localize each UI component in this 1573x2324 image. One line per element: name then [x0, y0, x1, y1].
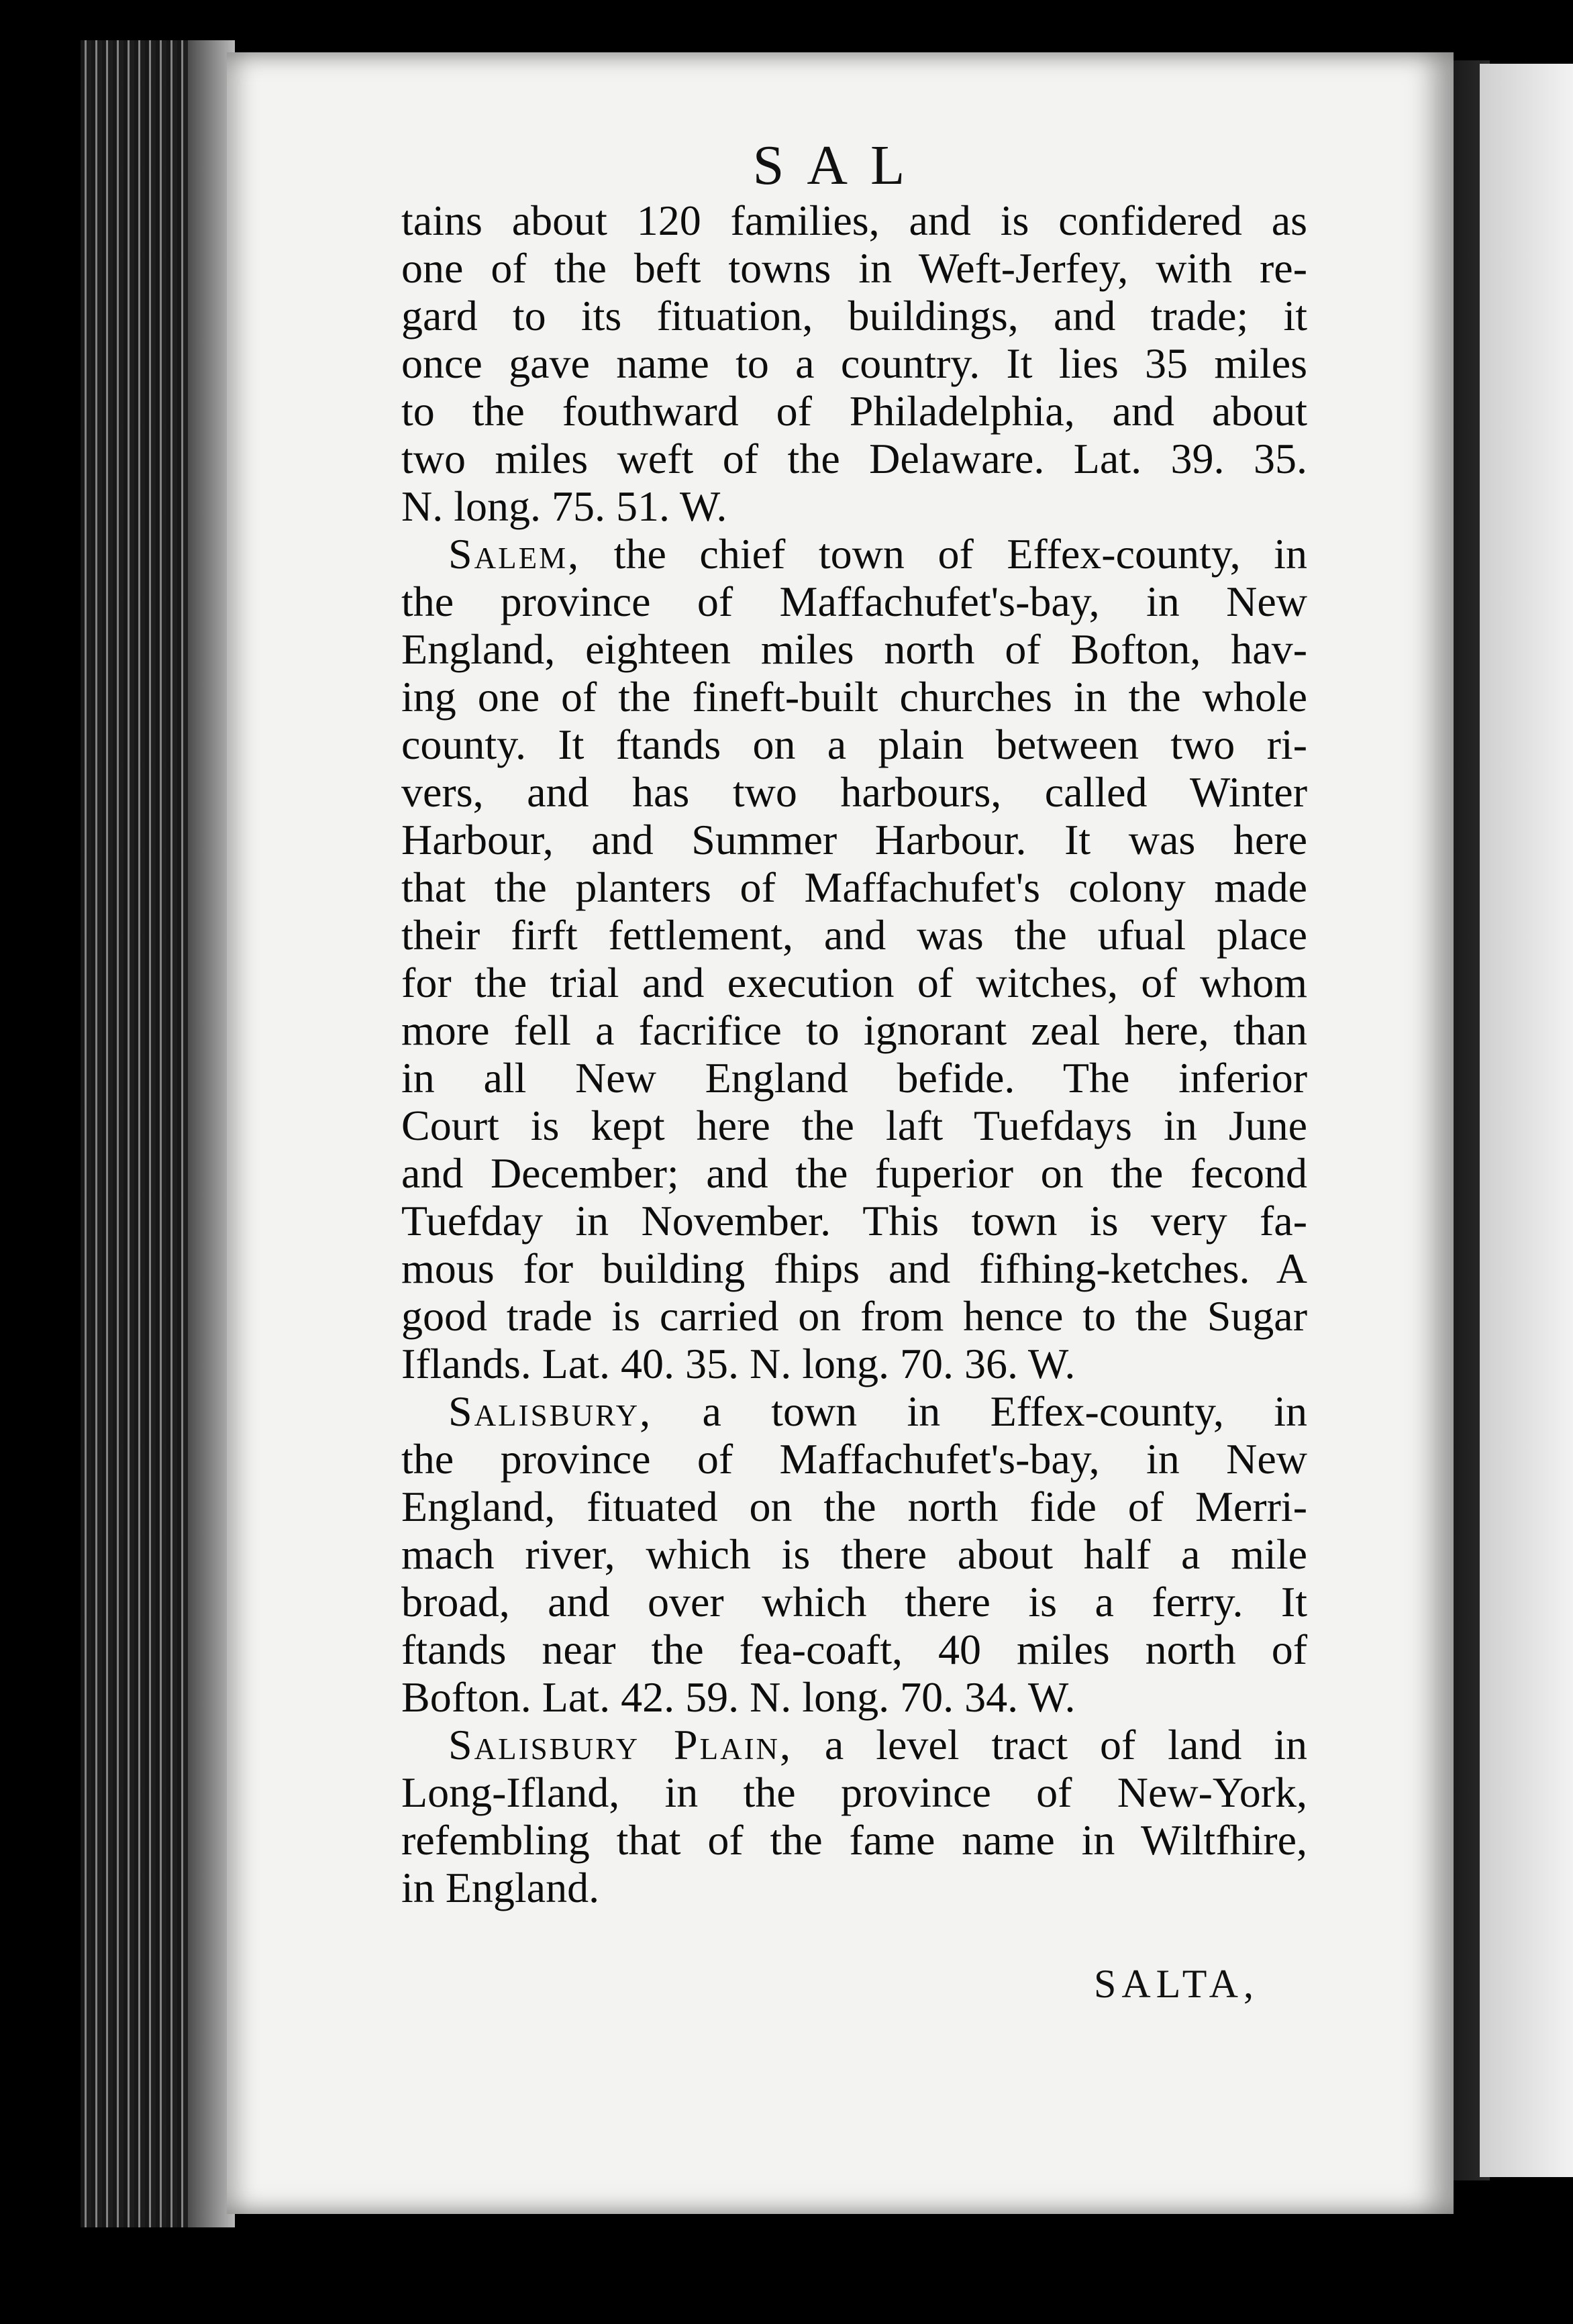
text-line: the province of Maffachufet's-bay, in New [401, 1435, 1307, 1483]
entry-headword: Salisbury Plain, [448, 1721, 793, 1768]
text-line: a town in Effex-county, in [652, 1387, 1307, 1435]
text-line: ftands near the fea-coaft, 40 miles north of [401, 1626, 1307, 1673]
page-edges [81, 40, 235, 2227]
text-line: mous for building fhips and fifhing-ketches. A [401, 1245, 1307, 1292]
text-line: their firft fettlement, and was the ufual place [401, 911, 1307, 959]
text-line: to the fouthward of Philadelphia, and about [401, 387, 1307, 435]
text-line: that the planters of Maffachufet's colony made [401, 863, 1307, 911]
text-line: Court is kept here the laft Tuefdays in June [401, 1102, 1307, 1149]
catchword: SALTA, [1093, 1962, 1259, 2006]
text-line: vers, and has two harbours, called Winter [401, 768, 1307, 816]
text-line: county. It ftands on a plain between two ri- [401, 721, 1307, 768]
text-line: two miles weft of the Delaware. Lat. 39. 35. [401, 435, 1307, 482]
entry-salem [401, 530, 1307, 1387]
text-line: a level tract of land in [793, 1721, 1307, 1768]
text-line: good trade is carried on from hence to the Sugar [401, 1292, 1307, 1340]
text-line: and December; and the fuperior on the fecond [401, 1149, 1307, 1197]
text-line: mach river, which is there about half a mile [401, 1530, 1307, 1578]
text-line: ing one of the fineft-built churches in the whole [401, 673, 1307, 721]
entry-headword: Salisbury, [448, 1387, 653, 1435]
entry-salisbury [401, 1387, 1307, 1721]
text-block [401, 197, 1307, 1911]
text-line: refembling that of the fame name in Wiltfhire, [401, 1816, 1307, 1864]
text-line: in England. [401, 1864, 600, 1911]
text-line: Tuefday in November. This town is very fa- [401, 1197, 1307, 1245]
entry-first-line [401, 530, 1307, 578]
text-line: Long-Ifland, in the province of New-York, [401, 1768, 1307, 1816]
text-line: Iflands. Lat. 40. 35. N. long. 70. 36. W. [401, 1340, 1076, 1387]
text-line: Bofton. Lat. 42. 59. N. long. 70. 34. W. [401, 1673, 1076, 1721]
text-line: England, eighteen miles north of Bofton, hav- [401, 625, 1307, 673]
text-line: gard to its fituation, buildings, and trade; it [401, 292, 1307, 339]
text-line: broad, and over which there is a ferry. It [401, 1578, 1307, 1626]
entry-first-line [401, 1721, 1307, 1768]
text-line: N. long. 75. 51. W. [401, 482, 727, 530]
text-line: for the trial and execution of witches, of whom [401, 959, 1307, 1006]
text-line: England, fituated on the north fide of Merri- [401, 1483, 1307, 1530]
text-line: tains about 120 families, and is confidered as [401, 197, 1307, 244]
text-line: the province of Maffachufet's-bay, in New [401, 578, 1307, 625]
entry-continuation [401, 197, 1307, 530]
text-line: more fell a facrifice to ignorant zeal here, than [401, 1006, 1307, 1054]
running-head: SAL [752, 134, 928, 197]
entry-salisbury-plain [401, 1721, 1307, 1911]
text-line: the chief town of Effex-county, in [580, 530, 1307, 578]
entry-headword: Salem, [448, 530, 581, 578]
facing-page-edge [1480, 64, 1573, 2177]
text-line: one of the beft towns in Weft-Jerfey, with re- [401, 244, 1307, 292]
text-line: in all New England befide. The inferior [401, 1054, 1307, 1102]
book-page [227, 52, 1454, 2214]
text-line: once gave name to a country. It lies 35 miles [401, 339, 1307, 387]
text-line: Harbour, and Summer Harbour. It was here [401, 816, 1307, 863]
entry-first-line [401, 1387, 1307, 1435]
